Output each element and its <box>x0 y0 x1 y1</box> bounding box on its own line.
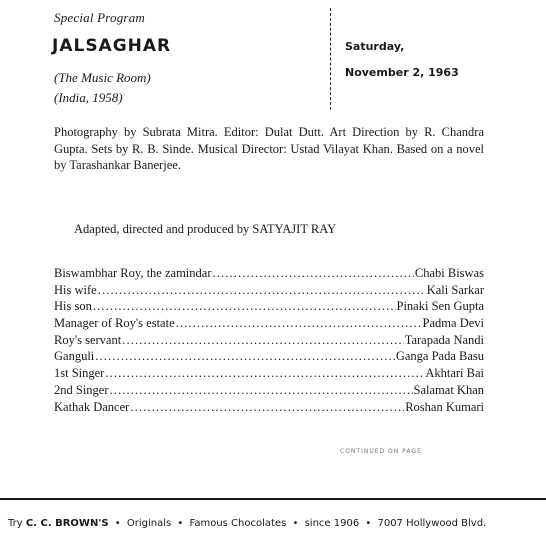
cast-row <box>54 382 484 399</box>
ad-item: Originals <box>126 518 172 529</box>
leader-dots <box>176 315 422 332</box>
leader-dots <box>122 332 404 349</box>
leader-dots <box>93 298 396 315</box>
film-title: JALSAGHAR <box>52 36 172 56</box>
cast-actor: Tarapada Nandi <box>404 332 484 347</box>
leader-dots <box>212 265 413 282</box>
cast-role: Ganguli <box>54 349 95 364</box>
screening-day: Saturday, <box>345 40 405 53</box>
cast-actor: Chabi Biswas <box>414 266 484 280</box>
cast-row <box>54 348 484 365</box>
cast-role: His wife <box>54 282 97 297</box>
ad-item: 7007 Hollywood Blvd. <box>377 518 487 529</box>
cast-actor: Pinaki Sen Gupta <box>396 299 484 314</box>
cast-row <box>54 265 484 282</box>
cast-role: Manager of Roy's estate <box>54 316 175 331</box>
ad-bullet: • <box>177 518 184 529</box>
cast-actor: Kali Sarkar <box>426 282 484 297</box>
continued-note: CONTINUED ON PAGE <box>340 448 422 455</box>
cast-row <box>54 282 484 299</box>
cast-role: 1st Singer <box>54 366 105 381</box>
credits-paragraph: Photography by Subrata Mitra. Editor: Dulat Dutt. Art Direction by R. Chandra Gupta. Sets by R. B. Sinde. Musical Director: Ustad Vilayat Khan. Based on a novel by Tarashankar Banerjee. <box>54 125 484 172</box>
director-line: Adapted, directed and produced by SATYAJIT RAY <box>74 222 337 236</box>
cast-role: Roy's servant <box>54 332 122 347</box>
leader-dots <box>130 399 404 416</box>
ad-bullet: • <box>292 518 299 529</box>
leader-dots <box>95 348 395 365</box>
cast-actor: Salamat Khan <box>413 382 484 397</box>
cast-actor: Akhtari Bai <box>425 366 484 381</box>
cast-row <box>54 332 484 349</box>
cast-role: Biswambhar Roy, the zamindar <box>54 266 212 280</box>
footer-rule <box>0 498 546 500</box>
cast-actor: Roshan Kumari <box>405 399 484 414</box>
film-subtitle: (The Music Room) <box>54 70 151 85</box>
header-divider <box>330 8 331 110</box>
cast-role: Kathak Dancer <box>54 399 130 414</box>
leader-dots <box>105 365 424 382</box>
cast-actor: Ganga Pada Basu <box>395 349 484 364</box>
special-program-label: Special Program <box>54 10 145 25</box>
ad-item: since 1906 <box>304 518 360 529</box>
film-origin: (India, 1958) <box>54 90 123 105</box>
cast-list <box>54 265 484 415</box>
cast-row <box>54 298 484 315</box>
ad-bullet: • <box>365 518 372 529</box>
leader-dots <box>110 382 413 399</box>
cast-row <box>54 399 484 416</box>
ad-item: Famous Chocolates <box>189 518 287 529</box>
advertisement <box>8 518 486 529</box>
cast-actor: Padma Devi <box>422 316 484 331</box>
screening-date: November 2, 1963 <box>345 66 459 79</box>
ad-prefix: Try <box>8 518 23 529</box>
ad-brand: C. C. BROWN'S <box>25 518 109 529</box>
cast-row <box>54 365 484 382</box>
ad-bullet: • <box>114 518 121 529</box>
cast-role: 2nd Singer <box>54 382 109 397</box>
leader-dots <box>98 282 426 299</box>
cast-row <box>54 315 484 332</box>
cast-role: His son <box>54 299 92 314</box>
